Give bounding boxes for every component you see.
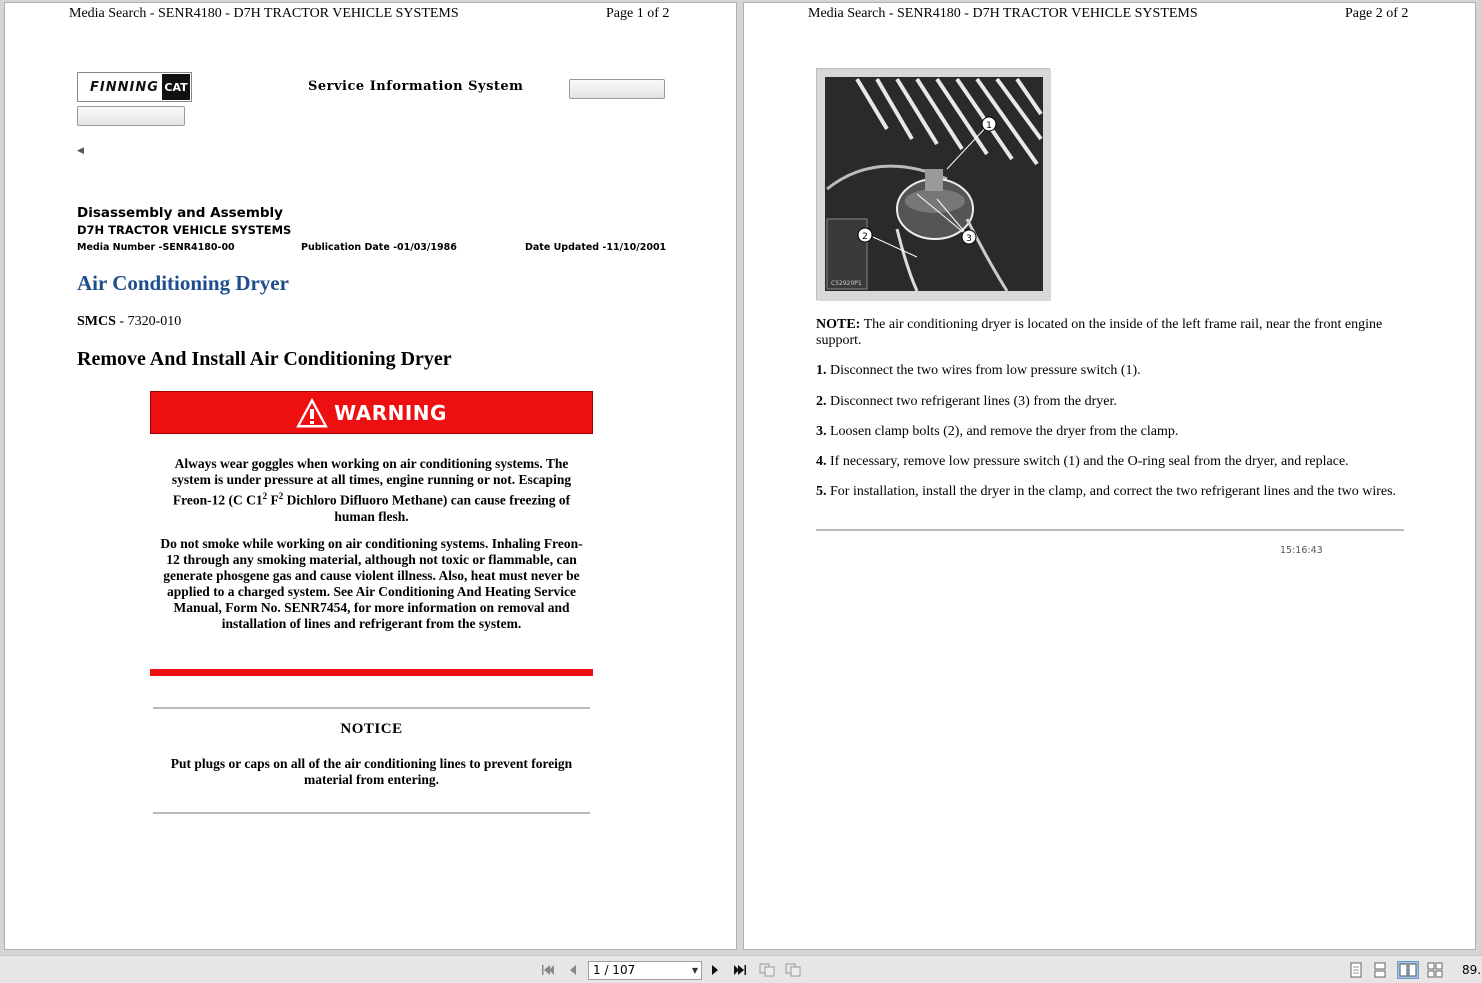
chevron-down-icon[interactable]: ▼ bbox=[691, 966, 698, 975]
warning-label: WARNING bbox=[334, 400, 447, 425]
sis-button-top[interactable] bbox=[569, 79, 665, 99]
step-text: Disconnect the two wires from low pressure switch (1). bbox=[826, 363, 1141, 378]
step-3 bbox=[816, 424, 1406, 440]
procedure-title: Remove And Install Air Conditioning Dryer bbox=[77, 348, 452, 370]
callout-2: 2 bbox=[862, 232, 868, 242]
warning-paragraph-1 bbox=[155, 456, 588, 525]
warning-p1-sup-2: 2 bbox=[278, 491, 284, 501]
page-header-title: Media Search - SENR4180 - D7H TRACTOR VEHICLE SYSTEMS bbox=[69, 6, 459, 21]
warning-triangle-icon bbox=[296, 398, 328, 428]
smcs-value: - 7320-010 bbox=[115, 314, 182, 329]
warning-p1-part-c: Dichloro Difluoro Methane) can cause freezing of human flesh. bbox=[283, 492, 571, 524]
smcs-label: SMCS bbox=[77, 314, 116, 329]
next-page-icon bbox=[710, 964, 720, 976]
step-1 bbox=[816, 363, 1406, 379]
back-arrow-icon[interactable]: ◀ bbox=[77, 146, 84, 156]
step-number: 1. bbox=[816, 363, 827, 378]
last-page-button[interactable] bbox=[732, 961, 748, 979]
warning-p1-sup-1: 2 bbox=[262, 491, 268, 501]
step-number: 3. bbox=[816, 424, 827, 439]
callout-3: 3 bbox=[966, 234, 972, 244]
section-subtitle: D7H TRACTOR VEHICLE SYSTEMS bbox=[77, 223, 292, 237]
page-bottom-rule bbox=[816, 529, 1404, 531]
media-number: Media Number -SENR4180-00 bbox=[77, 242, 235, 253]
notice-body: Put plugs or caps on all of the air conditioning lines to prevent foreign material from entering. bbox=[170, 756, 573, 787]
previous-view-icon bbox=[759, 963, 775, 977]
warning-p1-part-b: F bbox=[267, 492, 279, 508]
note-label: NOTE: bbox=[816, 317, 861, 332]
timestamp: 15:16:43 bbox=[1280, 545, 1323, 556]
page-number-value: 1 / 107 bbox=[593, 963, 636, 977]
publication-date: Publication Date -01/03/1986 bbox=[301, 242, 457, 253]
step-number: 5. bbox=[816, 484, 827, 499]
first-page-button[interactable] bbox=[540, 961, 556, 979]
next-page-button[interactable] bbox=[708, 961, 722, 979]
smcs-code bbox=[77, 314, 181, 330]
section-title: Disassembly and Assembly bbox=[77, 205, 283, 221]
note-paragraph bbox=[816, 317, 1406, 349]
next-view-icon bbox=[785, 963, 801, 977]
page-2 bbox=[743, 2, 1476, 950]
date-updated: Date Updated -11/10/2001 bbox=[525, 242, 667, 253]
single-page-view-button[interactable] bbox=[1348, 961, 1364, 979]
callout-1: 1 bbox=[986, 121, 992, 131]
continuous-page-icon bbox=[1374, 962, 1386, 978]
step-4 bbox=[816, 454, 1406, 470]
cat-logo-icon: CAT bbox=[162, 74, 190, 100]
page-1 bbox=[4, 2, 737, 950]
zoom-level[interactable]: 89. bbox=[1462, 963, 1482, 977]
warning-paragraph-2: Do not smoke while working on air conditioning systems. Inhaling Freon-12 through any smoking material, although not toxic or flammable, can generate phosgene gas and cause violent illness. Also, heat must never be applied to a charged system. See Air Conditioning And Heating Service Manual, Form No. SENR7454, for more information on removal and installation of lines and refrigerant from the system. bbox=[160, 536, 583, 631]
sis-title: Service Information System bbox=[308, 79, 524, 94]
warning-bottom-bar bbox=[150, 669, 593, 676]
step-text: For installation, install the dryer in the clamp, and correct the two refrigerant lines and the two wires. bbox=[826, 484, 1397, 499]
note-text: The air conditioning dryer is located on the inside of the left frame rail, near the front engine support. bbox=[816, 317, 1383, 348]
dryer-location-photo bbox=[816, 68, 1050, 300]
previous-page-button[interactable] bbox=[566, 961, 580, 979]
step-5 bbox=[816, 484, 1406, 500]
document-title: Air Conditioning Dryer bbox=[77, 271, 289, 295]
notice-title: NOTICE bbox=[340, 721, 403, 737]
two-page-icon bbox=[1399, 963, 1417, 977]
warning-banner bbox=[150, 391, 593, 434]
page-header-title: Media Search - SENR4180 - D7H TRACTOR VEHICLE SYSTEMS bbox=[808, 6, 1198, 21]
step-number: 4. bbox=[816, 454, 827, 469]
notice-top-rule bbox=[153, 707, 590, 709]
sis-button-left[interactable] bbox=[77, 106, 185, 126]
page-header-number: Page 2 of 2 bbox=[1345, 6, 1409, 21]
logo-text: FINNING bbox=[90, 79, 159, 95]
step-text: If necessary, remove low pressure switch (1) and the O-ring seal from the dryer, and replace. bbox=[826, 454, 1349, 469]
first-page-icon bbox=[541, 964, 555, 976]
notice-bottom-rule bbox=[153, 812, 590, 814]
step-number: 2. bbox=[816, 394, 827, 409]
step-text: Loosen clamp bolts (2), and remove the dryer from the clamp. bbox=[826, 424, 1179, 439]
next-view-button[interactable] bbox=[784, 961, 802, 979]
photo-caption: C52920P1 bbox=[831, 280, 862, 287]
page-number-field[interactable] bbox=[588, 961, 702, 980]
two-page-continuous-icon bbox=[1427, 962, 1443, 978]
two-page-continuous-view-button[interactable] bbox=[1426, 961, 1444, 979]
step-2 bbox=[816, 394, 1406, 410]
step-text: Disconnect two refrigerant lines (3) from the dryer. bbox=[826, 394, 1117, 409]
finning-cat-logo bbox=[77, 72, 192, 102]
single-page-icon bbox=[1350, 962, 1362, 978]
page-header-number: Page 1 of 2 bbox=[606, 6, 670, 21]
previous-page-icon bbox=[568, 964, 578, 976]
previous-view-button[interactable] bbox=[758, 961, 776, 979]
two-page-view-button[interactable] bbox=[1397, 961, 1419, 979]
dryer-photo-illustration bbox=[817, 69, 1051, 301]
continuous-view-button[interactable] bbox=[1372, 961, 1388, 979]
warning-p1-part-a: Always wear goggles when working on air conditioning systems. The system is under pressure at all times, engine running or not. Escaping Freon-12 (C C1 bbox=[171, 456, 572, 508]
last-page-icon bbox=[733, 964, 747, 976]
viewer-toolbar bbox=[0, 955, 1482, 983]
